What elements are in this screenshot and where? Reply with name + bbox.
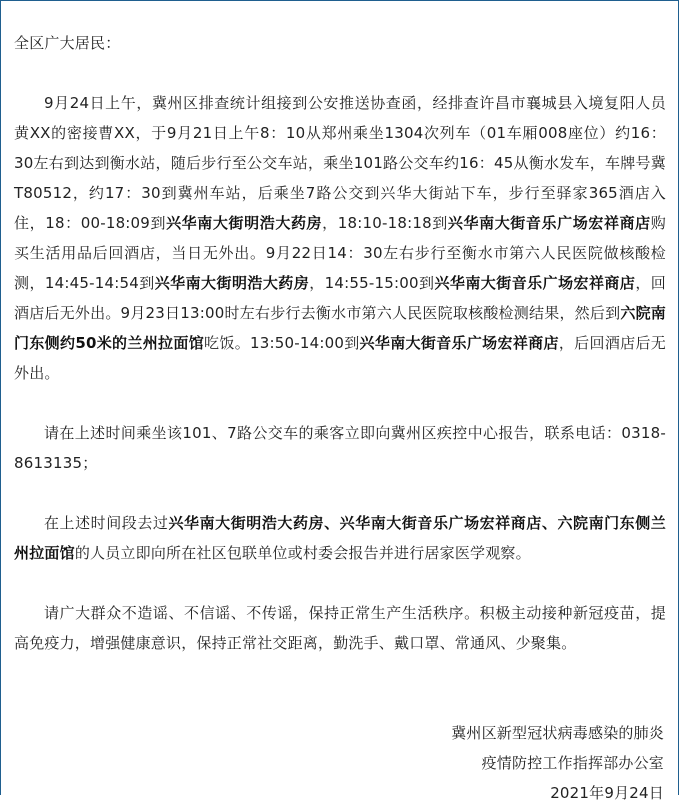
highlighted-location: 兴华南大街音乐广场宏祥商店 bbox=[447, 214, 651, 232]
highlighted-location: 兴华南大街明浩大药房、兴华南大街音乐广场宏祥商店、六院南门东侧兰州拉面馆 bbox=[14, 514, 667, 562]
greeting: 全区广大居民： bbox=[14, 34, 121, 52]
text-segment: 请在上述时间乘坐该101、7路公交车的乘客立即向冀州区疾控中心报告，联系电话：0318-8613135； bbox=[14, 424, 666, 472]
text-segment: 请广大群众不造谣、不信谣、不传谣，保持正常生产生活秩序。积极主动接种新冠疫苗，提高免疫力，增强健康意识，保持正常社交距离，勤洗手、戴口罩、常通风、少聚集。 bbox=[14, 604, 666, 652]
paragraph-bus-passengers bbox=[14, 418, 666, 478]
highlighted-location: 六院南门东侧约50米的兰州拉面馆 bbox=[14, 304, 666, 352]
highlighted-location: 兴华南大街明浩大药房 bbox=[166, 214, 323, 232]
text-segment: 吃饭。13:50-14:00到 bbox=[204, 334, 360, 352]
paragraph-itinerary bbox=[14, 88, 666, 388]
text-segment: ，回酒店后无外出。9月23日13:00时左右步行去衡水市第六人民医院取核酸检测结果，然后到 bbox=[14, 274, 666, 322]
paragraph-locations bbox=[14, 508, 666, 568]
text-segment: 在上述时间段去过 bbox=[44, 514, 169, 532]
text-segment: 购买生活用品后回酒店，当日无外出。9月22日14：30左右步行至衡水市第六人民医院做核酸检测，14:45-14:54到 bbox=[14, 214, 666, 292]
text-segment: ，后回酒店后无外出。 bbox=[14, 334, 666, 382]
text-segment: 的人员立即向所在社区包联单位或村委会报告并进行居家医学观察。 bbox=[74, 544, 531, 562]
signature-line-2: 疫情防控工作指挥部办公室 bbox=[481, 754, 664, 772]
highlighted-location: 兴华南大街明浩大药房 bbox=[154, 274, 310, 292]
paragraph-public-advice bbox=[14, 598, 666, 658]
text-segment: ，14:55-15:00到 bbox=[309, 274, 435, 292]
text-segment: ，18:10-18:18到 bbox=[322, 214, 448, 232]
text-segment: 9月24日上午，冀州区排查统计组接到公安推送协查函，经排查许昌市襄城县入境复阳人员黄XX的密接曹XX，于9月21日上午8：10从郑州乘坐1304次列车（01车厢008座位）约16：30左右到达到衡水站，随后步行至公交车站，乘坐101路公交车约16：45从衡水发车，车牌号冀T80512，约17：30到冀州车站，后乘坐7路公交到兴华大街站下车，步行至驿家365酒店入住，18：00-18:09到 bbox=[14, 94, 666, 232]
highlighted-location: 兴华南大街音乐广场宏祥商店 bbox=[434, 274, 636, 292]
notice-document bbox=[14, 28, 666, 808]
signature-line-1: 冀州区新型冠状病毒感染的肺炎 bbox=[451, 724, 664, 742]
highlighted-location: 兴华南大街音乐广场宏祥商店 bbox=[359, 334, 559, 352]
signature-date: 2021年9月24日 bbox=[550, 784, 664, 802]
